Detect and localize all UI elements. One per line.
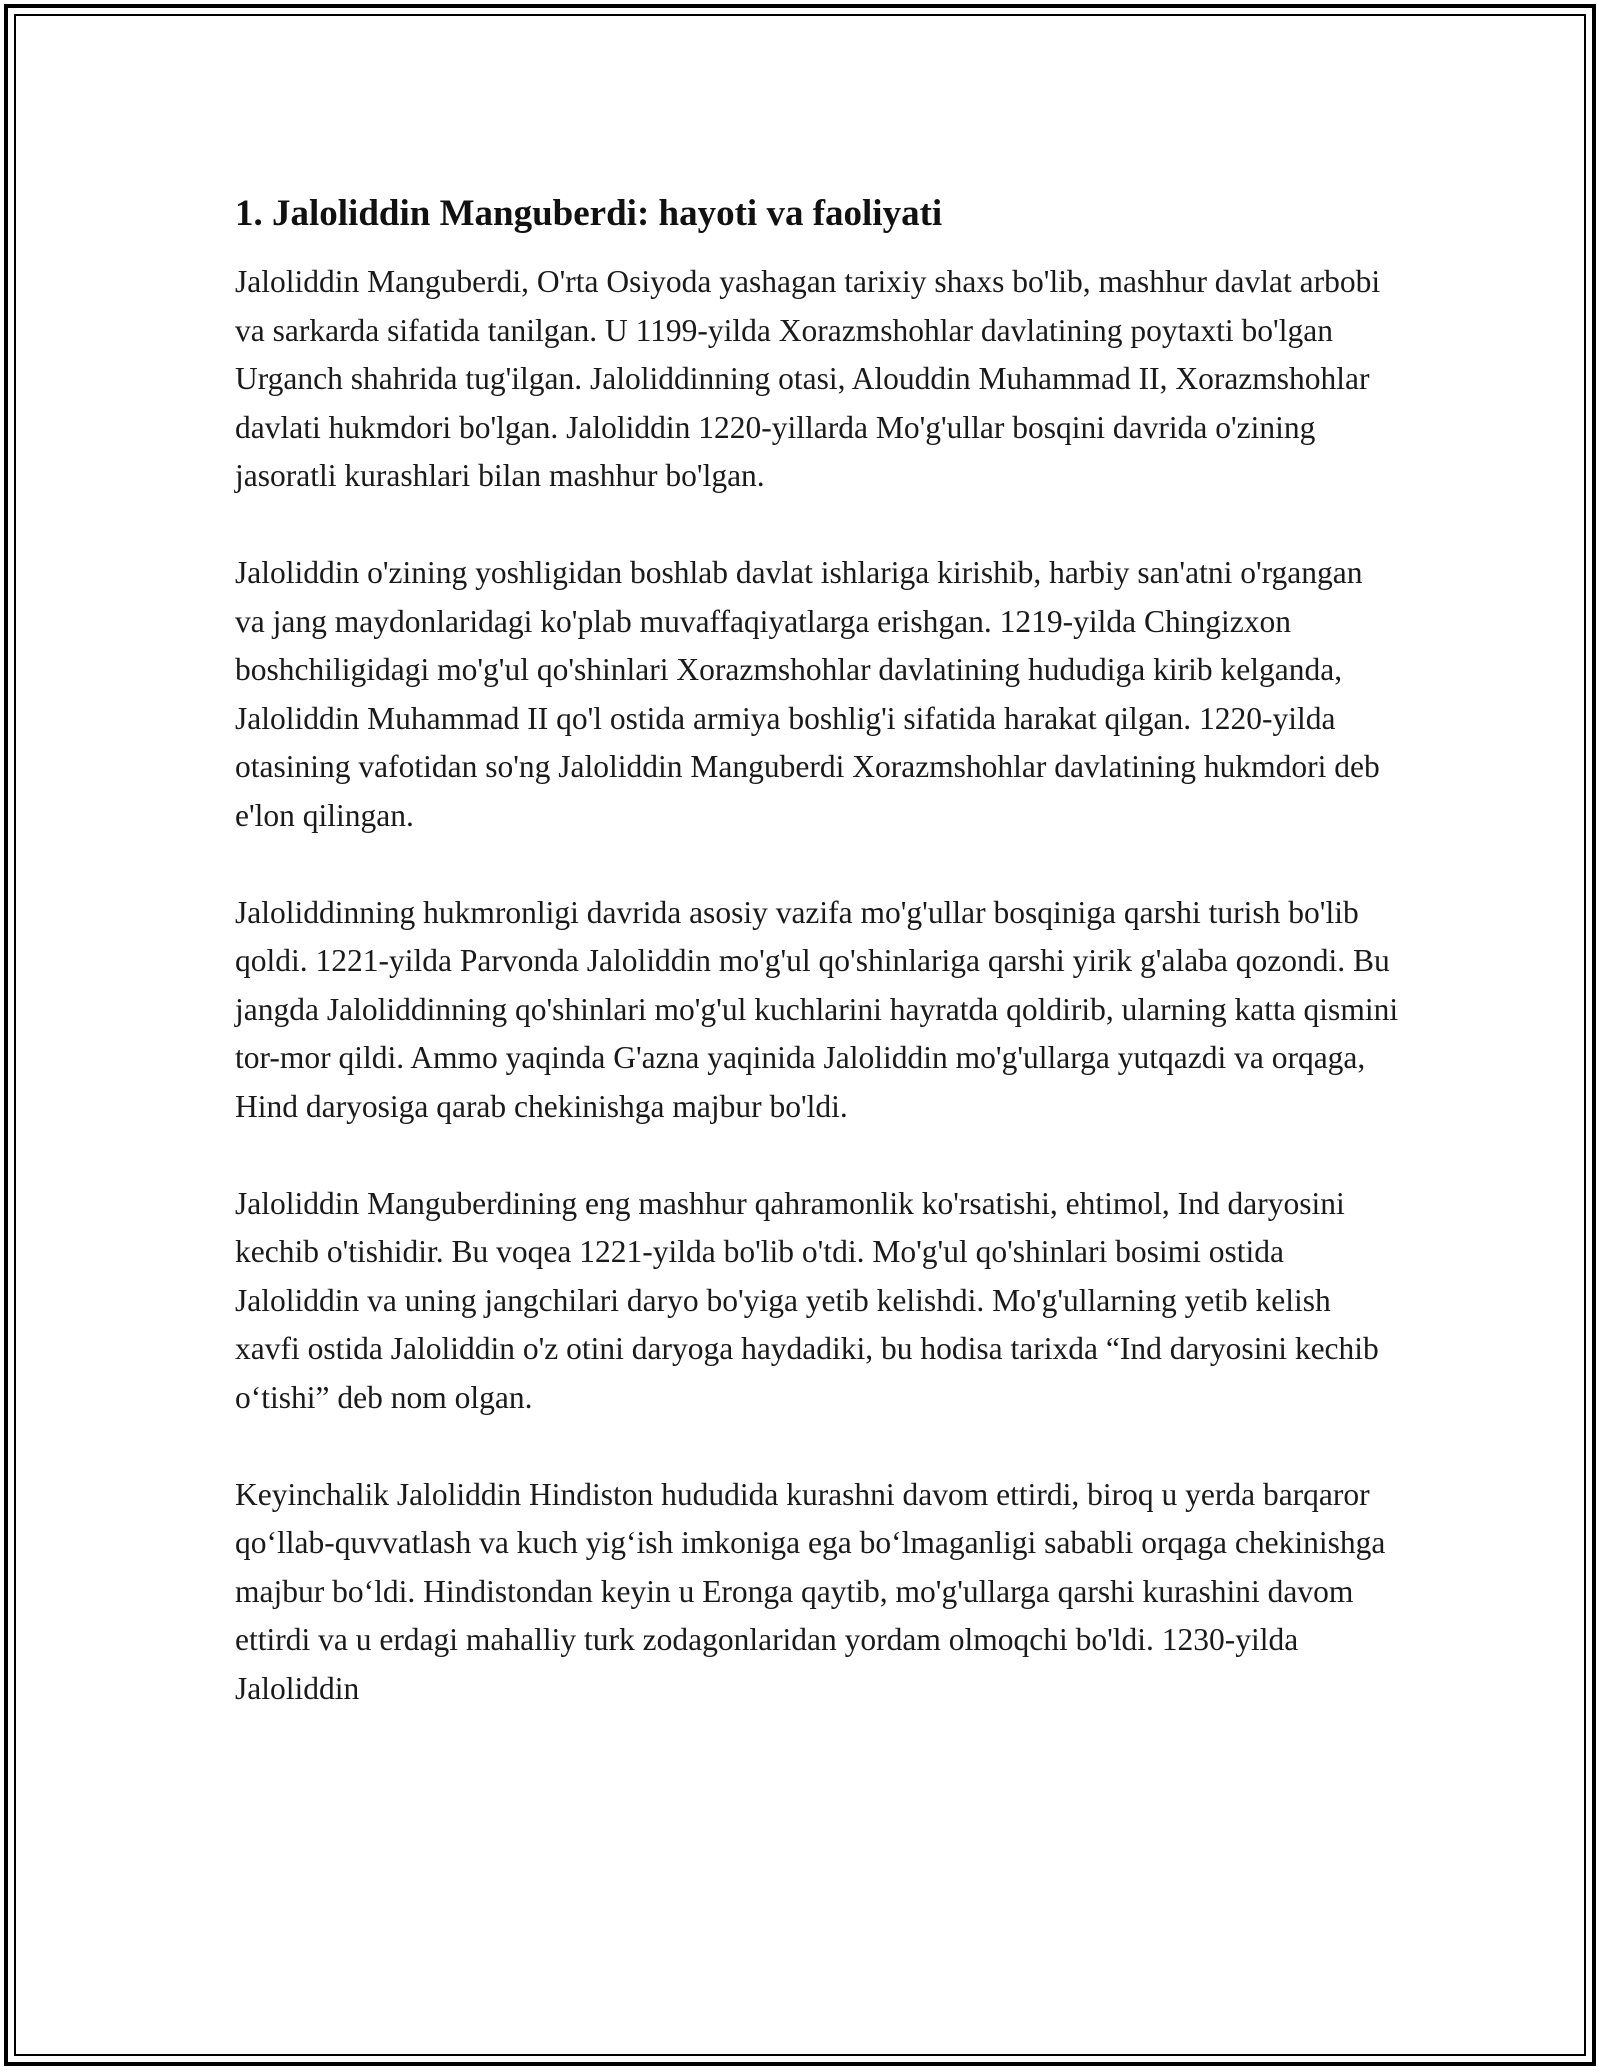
paragraph-3: Jaloliddinning hukmronligi davrida asosiy vazifa mo'g'ullar bosqiniga qarshi turish bo'lib qoldi. 1221-yilda Parvonda Jaloliddin mo'g'ul qo'shinlariga qarshi yirik g'alaba qozondi. Bu jangda Jaloliddinning qo'shinlari mo'g'ul kuchlarini hayratda qoldirib, ularning katta qismini tor-mor qildi. Ammo yaqinda G'azna yaqinida Jaloliddin mo'g'ullarga yutqazdi va orqaga, Hind daryosiga qarab chekinishga majbur bo'ldi. bbox=[235, 894, 1399, 1124]
paragraph-4: Jaloliddin Manguberdining eng mashhur qahramonlik ko'rsatishi, ehtimol, Ind daryosini kechib o'tishidir. Bu voqea 1221-yilda bo'lib o'tdi. Mo'g'ul qo'shinlari bosimi ostida Jaloliddin va uning jangchilari daryo bo'yiga yetib kelishdi. Mo'g'ullarning yetib kelish xavfi ostida Jaloliddin o'z otini daryoga haydadiki, bu hodisa tarixda “Ind daryosini kechib o‘tishi” deb nom olgan. bbox=[235, 1185, 1379, 1415]
paragraph-5: Keyinchalik Jaloliddin Hindiston hududida kurashni davom ettirdi, biroq u yerda barqaror qo‘llab-quvvatlash va kuch yig‘ish imkoniga ega bo‘lmaganligi sababli orqaga chekinishga majbur bo‘ldi. Hindistondan keyin u Eronga qaytib, mo'g'ullarga qarshi kurashini davom ettirdi va u erdagi mahalliy turk zodagonlaridan yordam olmoqchi bo'ldi. 1230-yilda Jaloliddin bbox=[235, 1476, 1386, 1706]
section-heading: 1. Jaloliddin Manguberdi: hayoti va faoliyati bbox=[235, 193, 943, 234]
paragraph-1: Jaloliddin Manguberdi, O'rta Osiyoda yashagan tarixiy shaxs bo'lib, mashhur davlat arbobi va sarkarda sifatida tanilgan. U 1199-yilda Xorazmshohlar davlatining poytaxti bo'lgan Urganch shahrida tug'ilgan. Jaloliddinning otasi, Alouddin Muhammad II, Xorazmshohlar davlati hukmdori bo'lgan. Jaloliddin 1220-yillarda Mo'g'ullar bosqini davrida o'zining jasoratli kurashlari bilan mashhur bo'lgan. bbox=[235, 264, 1381, 493]
document-body bbox=[235, 190, 1400, 1762]
paragraph-2: Jaloliddin o'zining yoshligidan boshlab davlat ishlariga kirishib, harbiy san'atni o'rgangan va jang maydonlaridagi ko'plab muvaffaqiyatlarga erishgan. 1219-yilda Chingizxon boshchiligidagi mo'g'ul qo'shinlari Xorazmshohlar davlatining hududiga kirib kelganda, Jaloliddin Muhammad II qo'l ostida armiya boshlig'i sifatida harakat qilgan. 1220-yilda otasining vafotidan so'ng Jaloliddin Manguberdi Xorazmshohlar davlatining hukmdori deb e'lon qilingan. bbox=[235, 555, 1380, 833]
